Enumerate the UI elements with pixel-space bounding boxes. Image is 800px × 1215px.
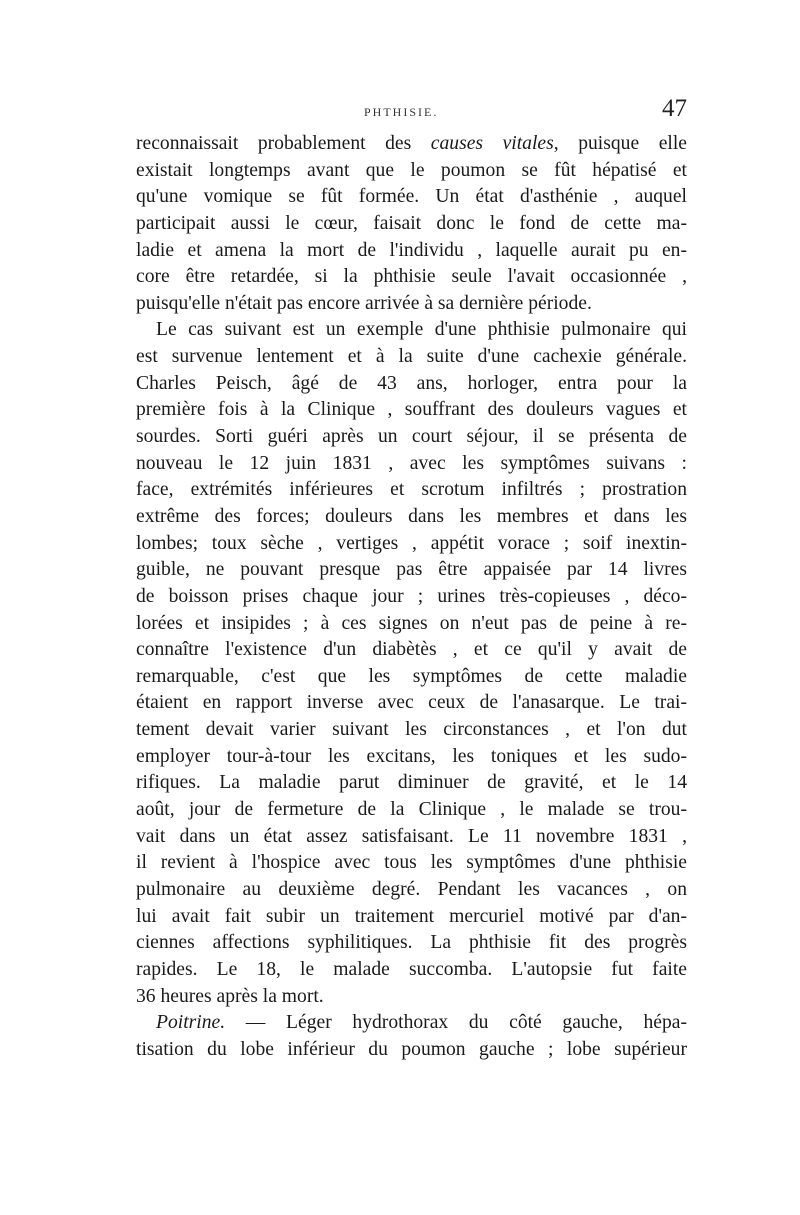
- text-line: face, extrémités inférieures et scrotum infiltrés ; prostration: [136, 479, 687, 501]
- text-line: ladie et amena la mort de l'individu , laquelle aurait pu en-: [136, 239, 687, 261]
- text-line: est survenue lentement et à la suite d'une cachexie générale.: [136, 346, 687, 368]
- text-line: 36 heures après la mort.: [136, 985, 324, 1007]
- text-line: puisqu'elle n'était pas encore arrivée à sa dernière période.: [136, 292, 592, 314]
- text-line: existait longtemps avant que le poumon se fût hépatisé et: [136, 159, 687, 181]
- text-line: reconnaissait probablement des causes vitales, puisque elle: [136, 133, 687, 154]
- text-line: première fois à la Clinique , souffrant des douleurs vagues et: [136, 399, 687, 421]
- text-line: employer tour-à-tour les excitans, les toniques et les sudo-: [136, 745, 687, 767]
- body-text: [136, 131, 687, 1063]
- text-line: qu'une vomique se fût formée. Un état d'asthénie , auquel: [136, 186, 687, 208]
- text-line: extrême des forces; douleurs dans les membres et dans les: [136, 505, 687, 527]
- page-number: 47: [662, 95, 687, 122]
- text-line: tement devait varier suivant les circonstances , et l'on dut: [136, 719, 687, 741]
- text-line: août, jour de fermeture de la Clinique , le malade se trou-: [136, 799, 687, 821]
- text-line: vait dans un état assez satisfaisant. Le 11 novembre 1831 ,: [136, 825, 687, 847]
- text-line: Poitrine. — Léger hydrothorax du côté gauche, hépa-: [156, 1012, 687, 1034]
- text-line: il revient à l'hospice avec tous les symptômes d'une phthisie: [136, 852, 687, 874]
- text-line: tisation du lobe inférieur du poumon gauche ; lobe supérieur: [136, 1038, 687, 1060]
- running-title: PHTHISIE.: [364, 105, 439, 119]
- text-line: rapides. Le 18, le malade succomba. L'autopsie fut faite: [136, 958, 687, 980]
- text-line: sourdes. Sorti guéri après un court séjour, il se présenta de: [136, 426, 687, 448]
- text-line: remarquable, c'est que les symptômes de cette maladie: [136, 665, 687, 687]
- text-line: de boisson prises chaque jour ; urines très-copieuses , déco-: [136, 585, 687, 607]
- text-line: rifiques. La maladie parut diminuer de gravité, et le 14: [136, 772, 687, 794]
- text-line: pulmonaire au deuxième degré. Pendant les vacances , on: [136, 878, 687, 900]
- text-line: lui avait fait subir un traitement mercuriel motivé par d'an-: [136, 905, 687, 927]
- text-line: Le cas suivant est un exemple d'une phthisie pulmonaire qui: [156, 319, 687, 341]
- running-head: [136, 95, 687, 129]
- text-line: participait aussi le cœur, faisait donc le fond de cette ma-: [136, 212, 687, 234]
- text-line: lorées et insipides ; à ces signes on n'eut pas de peine à re-: [136, 612, 687, 634]
- text-line: nouveau le 12 juin 1831 , avec les symptômes suivans :: [136, 452, 687, 474]
- text-line: core être retardée, si la phthisie seule l'avait occasionnée ,: [136, 266, 687, 288]
- text-line: connaître l'existence d'un diabètès , et ce qu'il y avait de: [136, 639, 687, 661]
- text-line: guible, ne pouvant presque pas être appaisée par 14 livres: [136, 559, 687, 581]
- text-line: étaient en rapport inverse avec ceux de l'anasarque. Le trai-: [136, 692, 687, 714]
- text-line: lombes; toux sèche , vertiges , appétit vorace ; soif inextin-: [136, 532, 687, 554]
- text-line: ciennes affections syphilitiques. La phthisie fit des progrès: [136, 932, 687, 954]
- text-line: Charles Peisch, âgé de 43 ans, horloger, entra pour la: [136, 372, 687, 394]
